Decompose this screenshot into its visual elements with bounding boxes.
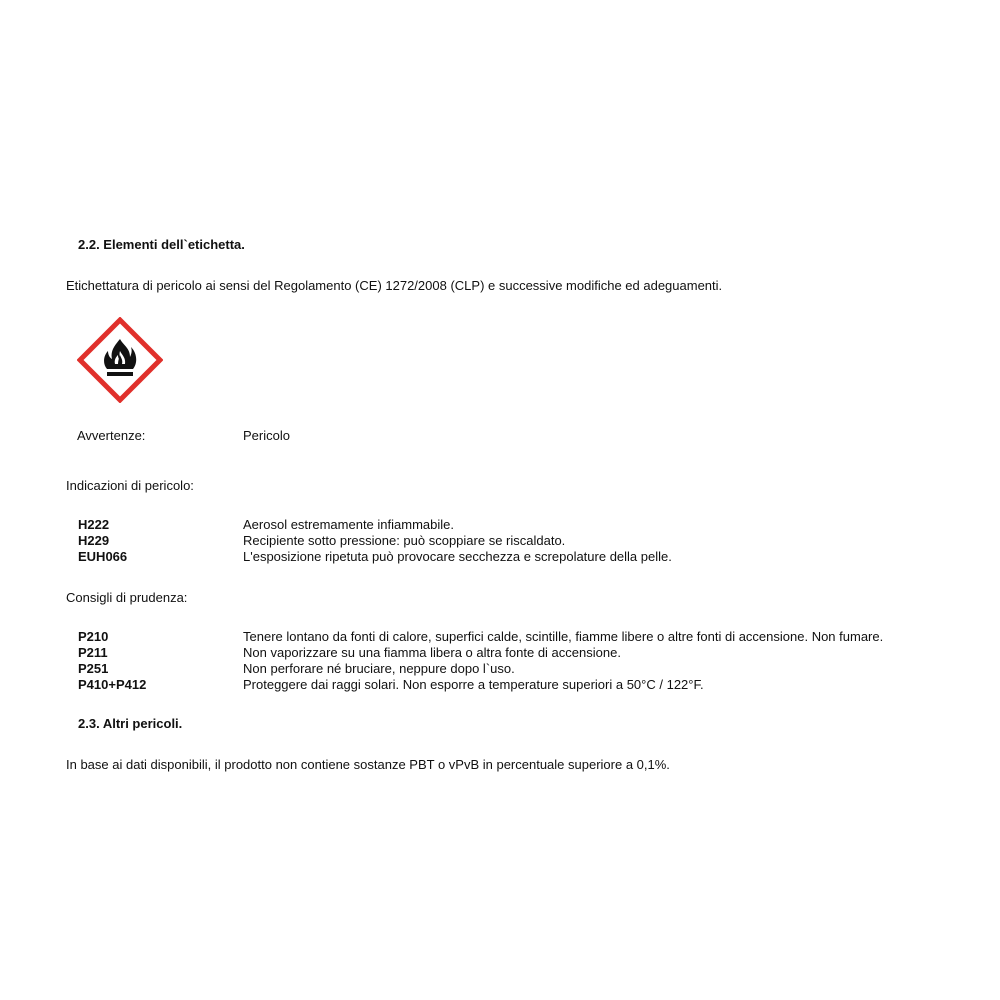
- precautionary-statement-row: [0, 629, 1000, 645]
- precautionary-text: Tenere lontano da fonti di calore, superfici calde, scintille, fiamme libere o altre fonti di accensione. Non fumare.: [243, 629, 884, 644]
- precautionary-statement-row: [0, 677, 1000, 693]
- hazard-text: Recipiente sotto pressione: può scoppiare se riscaldato.: [243, 533, 566, 548]
- flame-icon: [77, 317, 163, 403]
- hazard-statement-row: [0, 533, 1000, 549]
- section-title-2-3: 2.3. Altri pericoli.: [78, 716, 183, 731]
- signal-word-value: Pericolo: [243, 428, 290, 443]
- hazard-text: L'esposizione ripetuta può provocare secchezza e screpolature della pelle.: [243, 549, 672, 564]
- signal-word-label: Avvertenze:: [77, 428, 146, 443]
- hazard-statement-row: [0, 517, 1000, 533]
- hazard-code: H229: [78, 533, 110, 548]
- precautionary-text: Non vaporizzare su una fiamma libera o altra fonte di accensione.: [243, 645, 621, 660]
- precautionary-statement-row: [0, 661, 1000, 677]
- precautionary-statement-row: [0, 645, 1000, 661]
- hazard-statements-label: Indicazioni di pericolo:: [66, 478, 194, 493]
- precautionary-code: P410+P412: [78, 677, 147, 692]
- hazard-code: H222: [78, 517, 110, 532]
- precautionary-statements-label: Consigli di prudenza:: [66, 590, 188, 605]
- precautionary-text: Proteggere dai raggi solari. Non esporre a temperature superiori a 50°C / 122°F.: [243, 677, 704, 692]
- precautionary-text: Non perforare né bruciare, neppure dopo l`uso.: [243, 661, 515, 676]
- precautionary-code: P211: [78, 645, 108, 660]
- section-title-2-2: 2.2. Elementi dell`etichetta.: [78, 237, 245, 252]
- hazard-statement-row: [0, 549, 1000, 565]
- hazard-code: EUH066: [78, 549, 128, 564]
- precautionary-code: P251: [78, 661, 109, 676]
- hazard-text: Aerosol estremamente infiammabile.: [243, 517, 454, 532]
- labelling-intro: Etichettatura di pericolo ai sensi del Regolamento (CE) 1272/2008 (CLP) e successive modifiche ed adeguamenti.: [66, 278, 723, 293]
- precautionary-code: P210: [78, 629, 109, 644]
- other-hazards-text: In base ai dati disponibili, il prodotto non contiene sostanze PBT o vPvB in percentuale superiore a 0,1%.: [66, 757, 670, 772]
